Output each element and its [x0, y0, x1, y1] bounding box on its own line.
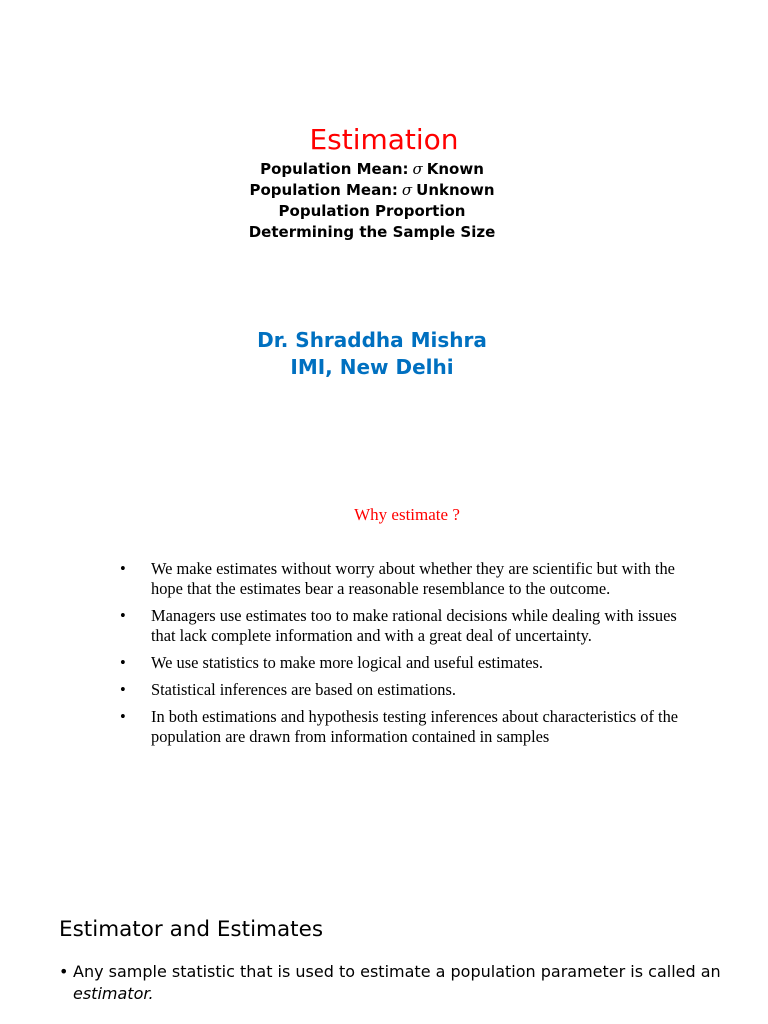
list-item	[118, 559, 698, 599]
list-item-text	[59, 961, 749, 1005]
author-block	[0, 327, 744, 381]
list-item	[118, 606, 698, 646]
subtitle-text: Population Mean:	[249, 181, 398, 199]
section-heading: Why estimate ?	[354, 505, 460, 524]
bullet-icon: •	[120, 680, 126, 699]
subtitle-line	[0, 180, 744, 201]
sigma-symbol: σ	[401, 181, 413, 199]
bullet-icon: •	[59, 962, 69, 981]
bullet-list	[118, 559, 698, 754]
sigma-symbol: σ	[412, 160, 423, 178]
emphasized-term: estimator.	[73, 984, 154, 1003]
list-item-text: Statistical inferences are based on estimations.	[151, 680, 456, 699]
subtitle-line	[0, 201, 744, 222]
subtitle-line	[0, 222, 744, 243]
subtitle-text: Population Mean:	[260, 160, 409, 178]
list-item	[59, 961, 749, 1005]
list-item-text: We use statistics to make more logical and useful estimates.	[151, 653, 543, 672]
list-item	[118, 680, 698, 700]
subtitle-text: Determining the Sample Size	[248, 223, 496, 241]
list-item-text: In both estimations and hypothesis testing inferences about characteristics of the population are drawn from information contained in samples	[151, 707, 679, 746]
list-item-text: Managers use estimates too to make rational decisions while dealing with issues that lack complete information and with a great deal of uncertainty.	[151, 606, 677, 645]
subtitle-text: Unknown	[416, 181, 495, 199]
slide-heading: Estimator and Estimates	[59, 917, 324, 942]
author-affiliation: IMI, New Delhi	[290, 355, 454, 379]
bullet-icon: •	[120, 707, 126, 726]
list-item	[118, 653, 698, 673]
bullet-icon: •	[120, 653, 126, 672]
bullet-icon: •	[120, 606, 126, 625]
list-item-text: We make estimates without worry about whether they are scientific but with the hope that the estimates bear a reasonable resemblance to the outcome.	[151, 559, 675, 598]
subtitle-list	[0, 159, 744, 243]
author-name: Dr. Shraddha Mishra	[257, 328, 487, 352]
list-item	[118, 707, 698, 747]
subtitle-text: Population Proportion	[278, 202, 466, 220]
subtitle-text: Known	[426, 160, 484, 178]
slide-title: Estimation	[309, 123, 459, 156]
bullet-icon: •	[120, 559, 126, 578]
subtitle-line	[0, 159, 744, 180]
definition-text: Any sample statistic that is used to estimate a population parameter is called an	[73, 962, 721, 981]
